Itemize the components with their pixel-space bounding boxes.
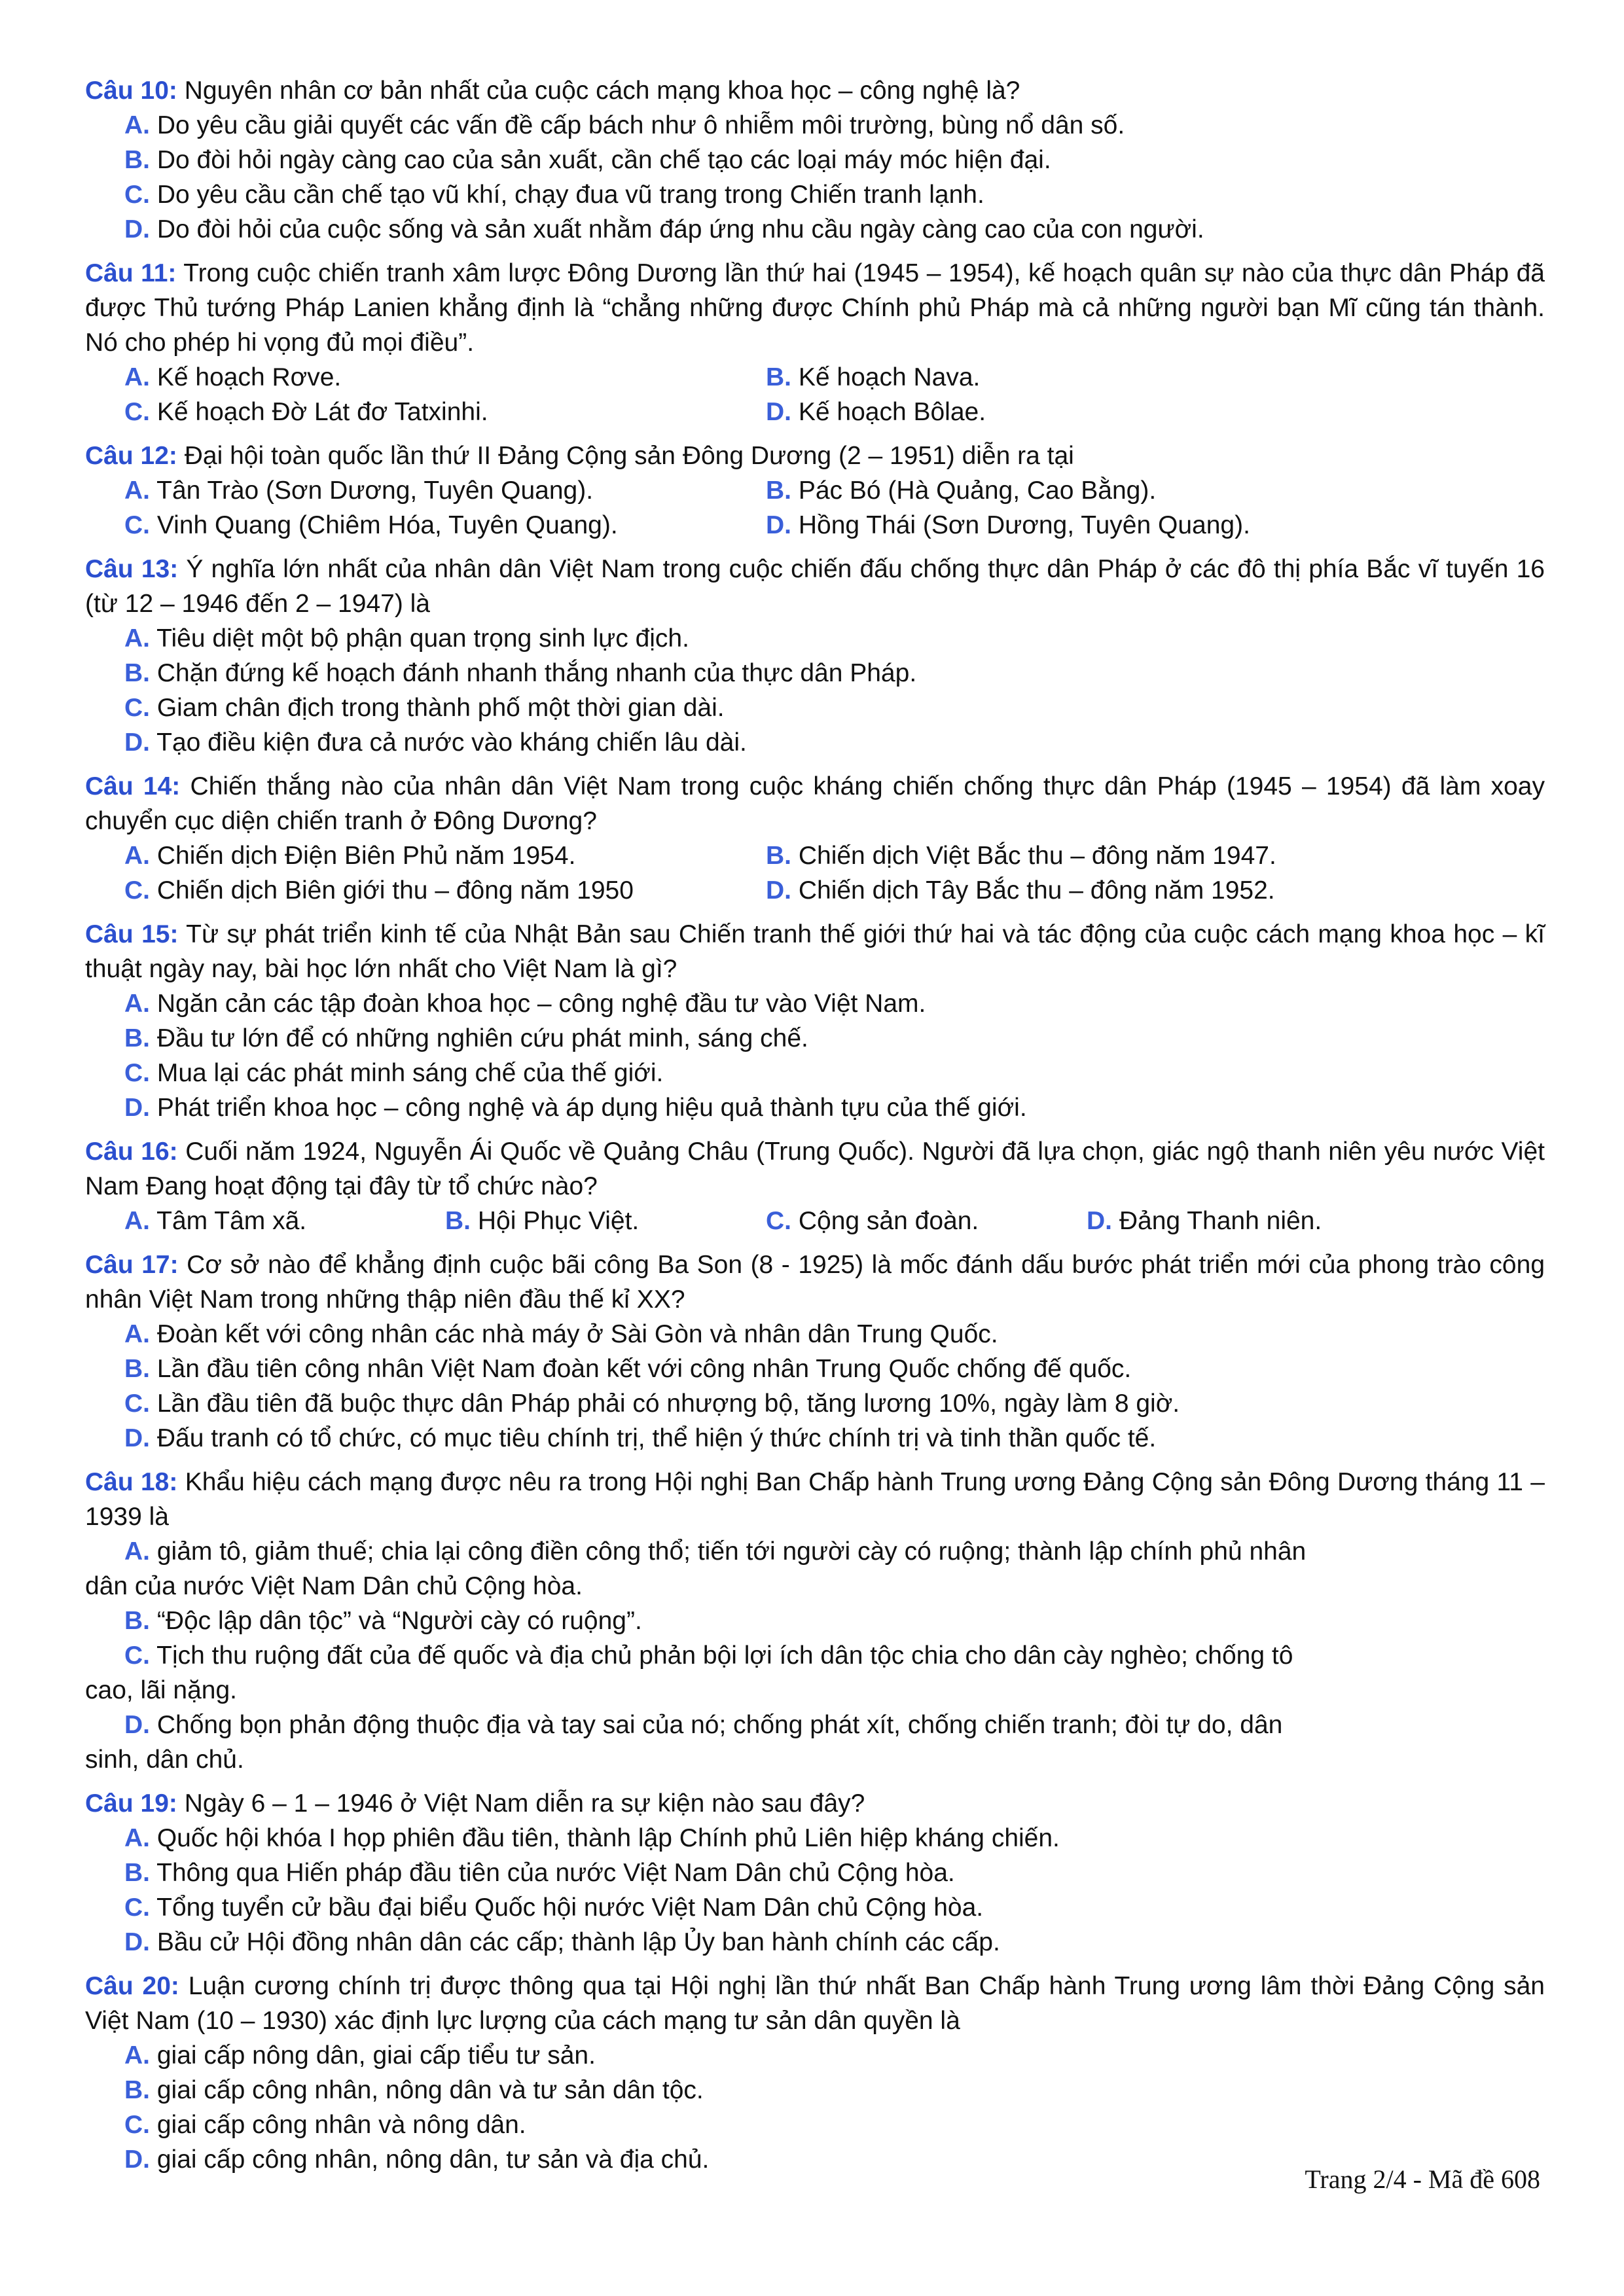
answer-option [85, 2038, 1545, 2073]
option-text: Giam chân địch trong thành phố một thời gian dài. [156, 694, 725, 722]
answer-option [85, 1534, 1545, 1569]
option-text: Chống bọn phản động thuộc địa và tay sai của nó; chống phát xít, chống chiến tranh; đòi tự do, dân [156, 1711, 1283, 1739]
option-letter: D. [766, 398, 791, 426]
option-letter: D. [124, 728, 150, 757]
option-row [85, 360, 1545, 395]
answer-option [85, 108, 1545, 143]
answer-option [766, 395, 1486, 429]
option-letter: D. [124, 1094, 150, 1122]
answer-option [766, 360, 1486, 395]
option-letter: B. [124, 1607, 150, 1635]
option-letter: A. [124, 990, 150, 1018]
question-block [85, 256, 1545, 429]
option-letter: A. [124, 1537, 150, 1566]
option-letter: B. [124, 1024, 150, 1052]
question-stem [85, 1465, 1545, 1534]
option-letter: A. [124, 476, 150, 505]
option-letter: C. [124, 181, 150, 209]
answer-option [766, 1204, 1087, 1238]
question-text: Nguyên nhân cơ bản nhất của cuộc cách mạng khoa học – công nghệ là? [184, 77, 1020, 105]
option-text: Tạo điều kiện đưa cả nước vào kháng chiến lâu dài. [156, 728, 747, 757]
question-block [85, 552, 1545, 760]
answer-option [85, 1421, 1545, 1456]
question-text: Đại hội toàn quốc lần thứ II Đảng Cộng sản Đông Dương (2 – 1951) diễn ra tại [184, 442, 1074, 470]
option-text: Pác Bó (Hà Quảng, Cao Bằng). [798, 476, 1157, 505]
option-letter: D. [766, 511, 791, 539]
answer-option [1087, 1204, 1453, 1238]
option-letter: A. [124, 363, 150, 391]
question-stem [85, 1247, 1545, 1317]
option-row [85, 873, 1545, 908]
option-letter: D. [766, 876, 791, 905]
option-letter: D. [124, 1424, 150, 1452]
option-text: Kế hoạch Đờ Lát đơ Tatxinhi. [156, 398, 488, 426]
question-block [85, 1465, 1545, 1777]
question-text: Ý nghĩa lớn nhất của nhân dân Việt Nam trong cuộc chiến đấu chống thực dân Pháp ở các đô thị phía Bắc vĩ tuyến 16 (từ 12 – 1946 đến 2 – 1947) là [85, 555, 1545, 618]
question-text: Luận cương chính trị được thông qua tại Hội nghị lần thứ nhất Ban Chấp hành Trung ương lâm thời Đảng Cộng sản Việt Nam (10 – 1930) xác định lực lượng của cách mạng tư sản dân quyền là [85, 1972, 1545, 2035]
option-letter: A. [124, 111, 150, 139]
question-number: Câu 15: [85, 920, 179, 948]
option-letter: B. [766, 363, 791, 391]
question-text: Khẩu hiệu cách mạng được nêu ra trong Hội nghị Ban Chấp hành Trung ương Đảng Cộng sản Đông Dương tháng 11 – 1939 là [85, 1468, 1545, 1531]
option-letter: A. [124, 1320, 150, 1348]
answer-option [85, 725, 1545, 760]
question-number: Câu 10: [85, 77, 177, 105]
answer-option [766, 873, 1486, 908]
option-letter: B. [124, 1355, 150, 1383]
option-text: Mua lại các phát minh sáng chế của thế giới. [156, 1059, 664, 1087]
question-number: Câu 20: [85, 1972, 179, 2000]
question-number: Câu 17: [85, 1251, 179, 1279]
answer-option [85, 1925, 1545, 1960]
answer-option [85, 212, 1545, 247]
option-text: Đấu tranh có tổ chức, có mục tiêu chính trị, thể hiện ý thức chính trị và tinh thần quốc tế. [156, 1424, 1157, 1452]
answer-option [85, 1604, 1545, 1638]
answer-option [85, 1386, 1545, 1421]
question-text: Chiến thắng nào của nhân dân Việt Nam trong cuộc kháng chiến chống thực dân Pháp (1945 – 1954) đã làm xoay chuyển cục diện chiến tranh ở Đông Dương? [85, 772, 1545, 835]
question-text: Ngày 6 – 1 – 1946 ở Việt Nam diễn ra sự kiện nào sau đây? [184, 1789, 865, 1818]
option-text: Tổng tuyển cử bầu đại biểu Quốc hội nước Việt Nam Dân chủ Cộng hòa. [156, 1893, 984, 1922]
option-text: Do đòi hỏi ngày càng cao của sản xuất, cần chế tạo các loại máy móc hiện đại. [156, 146, 1051, 174]
question-block [85, 1134, 1545, 1238]
option-text: Vinh Quang (Chiêm Hóa, Tuyên Quang). [156, 511, 618, 539]
option-letter: C. [124, 1390, 150, 1418]
answer-option [85, 1352, 1545, 1386]
option-letter: A. [124, 842, 150, 870]
option-letter: A. [124, 1824, 150, 1852]
answer-option [85, 1317, 1545, 1352]
option-letter: A. [124, 1207, 150, 1235]
option-text: Do yêu cầu cần chế tạo vũ khí, chạy đua vũ trang trong Chiến tranh lạnh. [156, 181, 984, 209]
answer-option [766, 473, 1486, 508]
option-letter: B. [124, 146, 150, 174]
option-letter: C. [124, 2111, 150, 2139]
option-text: Do yêu cầu giải quyết các vấn đề cấp bách như ô nhiễm môi trường, bùng nổ dân số. [156, 111, 1125, 139]
option-text: Quốc hội khóa I họp phiên đầu tiên, thành lập Chính phủ Liên hiệp kháng chiến. [156, 1824, 1060, 1852]
option-letter: B. [124, 1859, 150, 1887]
option-letter: C. [124, 1059, 150, 1087]
option-text-continued: cao, lãi nặng. [85, 1676, 238, 1704]
option-text: giai cấp công nhân, nông dân và tư sản dân tộc. [156, 2076, 704, 2104]
question-stem [85, 1134, 1545, 1204]
option-text: Ngăn cản các tập đoàn khoa học – công nghệ đầu tư vào Việt Nam. [156, 990, 926, 1018]
option-row [85, 1204, 1545, 1238]
question-stem [85, 769, 1545, 838]
answer-option [85, 621, 1545, 656]
option-text: Lần đầu tiên đã buộc thực dân Pháp phải có nhượng bộ, tăng lương 10%, ngày làm 8 giờ. [156, 1390, 1180, 1418]
option-text: Chiến dịch Biên giới thu – đông năm 1950 [156, 876, 634, 905]
answer-option [85, 2108, 1545, 2142]
option-letter: A. [124, 2041, 150, 2070]
option-text: Kế hoạch Nava. [798, 363, 981, 391]
option-text: Lần đầu tiên công nhân Việt Nam đoàn kết với công nhân Trung Quốc chống đế quốc. [156, 1355, 1132, 1383]
option-text: Chiến dịch Việt Bắc thu – đông năm 1947. [798, 842, 1276, 870]
option-text: Đoàn kết với công nhân các nhà máy ở Sài Gòn và nhân dân Trung Quốc. [156, 1320, 998, 1348]
question-stem [85, 1969, 1545, 2038]
option-text: Tân Trào (Sơn Dương, Tuyên Quang). [156, 476, 594, 505]
question-stem [85, 552, 1545, 621]
option-text: giai cấp công nhân, nông dân, tư sản và địa chủ. [156, 2145, 710, 2174]
answer-option [85, 656, 1545, 691]
answer-option [766, 508, 1486, 543]
option-row [85, 838, 1545, 873]
option-letter: D. [124, 1711, 150, 1739]
question-block [85, 917, 1545, 1125]
option-text: Thông qua Hiến pháp đầu tiên của nước Việt Nam Dân chủ Cộng hòa. [156, 1859, 955, 1887]
answer-option [85, 143, 1545, 177]
answer-option [85, 2073, 1545, 2108]
answer-option [766, 838, 1486, 873]
answer-option [85, 1638, 1545, 1673]
answer-option [85, 691, 1545, 725]
option-text: Tiêu diệt một bộ phận quan trọng sinh lực địch. [156, 624, 689, 653]
option-text: Chặn đứng kế hoạch đánh nhanh thắng nhanh của thực dân Pháp. [156, 659, 917, 687]
option-letter: C. [124, 1893, 150, 1922]
option-text: Đảng Thanh niên. [1119, 1207, 1322, 1235]
option-letter: C. [124, 876, 150, 905]
option-row [85, 508, 1545, 543]
option-text: Đầu tư lớn để có những nghiên cứu phát minh, sáng chế. [156, 1024, 808, 1052]
option-text: Phát triển khoa học – công nghệ và áp dụng hiệu quả thành tựu của thế giới. [156, 1094, 1027, 1122]
option-letter: C. [124, 398, 150, 426]
option-letter: B. [445, 1207, 471, 1235]
option-letter: C. [124, 694, 150, 722]
answer-option [124, 508, 766, 543]
option-text: Hội Phục Việt. [477, 1207, 640, 1235]
question-number: Câu 14: [85, 772, 181, 800]
option-text: Bầu cử Hội đồng nhân dân các cấp; thành lập Ủy ban hành chính các cấp. [156, 1928, 1000, 1956]
question-number: Câu 11: [85, 259, 177, 287]
option-text: “Độc lập dân tộc” và “Người cày có ruộng”. [156, 1607, 642, 1635]
answer-option [85, 1021, 1545, 1056]
exam-page [85, 73, 1545, 2177]
answer-option [124, 473, 766, 508]
answer-option [445, 1204, 766, 1238]
question-stem [85, 256, 1545, 360]
option-text: giai cấp nông dân, giai cấp tiểu tư sản. [156, 2041, 596, 2070]
option-text: Cộng sản đoàn. [798, 1207, 979, 1235]
option-text: Tâm Tâm xã. [156, 1207, 307, 1235]
option-text-continued: sinh, dân chủ. [85, 1746, 244, 1774]
question-number: Câu 19: [85, 1789, 177, 1818]
option-row [85, 395, 1545, 429]
option-text: Tịch thu ruộng đất của đế quốc và địa chủ phản bội lợi ích dân tộc chia cho dân cày nghèo; chống tô [156, 1641, 1293, 1670]
option-letter: C. [124, 511, 150, 539]
answer-option [85, 1708, 1545, 1742]
option-letter: D. [124, 215, 150, 243]
question-block [85, 1969, 1545, 2177]
option-text: giai cấp công nhân và nông dân. [156, 2111, 526, 2139]
option-text: Chiến dịch Điện Biên Phủ năm 1954. [156, 842, 576, 870]
question-text: Cơ sở nào để khẳng định cuộc bãi công Ba Son (8 - 1925) là mốc đánh dấu bước phát triển mới của phong trào công nhân Việt Nam trong những thập niên đầu thế kỉ XX? [85, 1251, 1545, 1314]
page-footer: Trang 2/4 - Mã đề 608 [1305, 2164, 1540, 2194]
option-letter: D. [1087, 1207, 1112, 1235]
option-letter: B. [766, 476, 791, 505]
question-stem [85, 917, 1545, 986]
answer-option [85, 1090, 1545, 1125]
answer-option [85, 986, 1545, 1021]
option-letter: B. [124, 2076, 150, 2104]
question-number: Câu 12: [85, 442, 177, 470]
option-text: Chiến dịch Tây Bắc thu – đông năm 1952. [798, 876, 1275, 905]
answer-option [124, 838, 766, 873]
answer-option [85, 1856, 1545, 1890]
answer-option [124, 873, 766, 908]
question-text: Từ sự phát triển kinh tế của Nhật Bản sau Chiến tranh thế giới thứ hai và tác động của cuộc cách mạng khoa học – kĩ thuật ngày nay, bài học lớn nhất cho Việt Nam là gì? [85, 920, 1545, 983]
answer-option [85, 1056, 1545, 1090]
question-block [85, 1247, 1545, 1456]
option-letter: D. [124, 1928, 150, 1956]
answer-option [124, 1204, 445, 1238]
question-number: Câu 18: [85, 1468, 178, 1496]
option-text: Hồng Thái (Sơn Dương, Tuyên Quang). [798, 511, 1250, 539]
option-text-continued: dân của nước Việt Nam Dân chủ Cộng hòa. [85, 1572, 583, 1600]
question-block [85, 769, 1545, 908]
option-letter: D. [124, 2145, 150, 2174]
option-text: giảm tô, giảm thuế; chia lại công điền công thổ; tiến tới người cày có ruộng; thành lập chính phủ nhân [156, 1537, 1307, 1566]
option-text: Do đòi hỏi của cuộc sống và sản xuất nhằm đáp ứng nhu cầu ngày càng cao của con người. [156, 215, 1204, 243]
answer-option [124, 395, 766, 429]
option-letter: B. [124, 659, 150, 687]
answer-option [85, 177, 1545, 212]
question-stem [85, 73, 1545, 108]
question-block [85, 73, 1545, 247]
answer-option [85, 1821, 1545, 1856]
option-letter: C. [124, 1641, 150, 1670]
option-text: Kế hoạch Bôlae. [798, 398, 986, 426]
answer-option [124, 360, 766, 395]
question-block [85, 1786, 1545, 1960]
option-letter: A. [124, 624, 150, 653]
question-text: Trong cuộc chiến tranh xâm lược Đông Dương lần thứ hai (1945 – 1954), kế hoạch quân sự nào của thực dân Pháp đã được Thủ tướng Pháp Lanien khẳng định là “chẳng những được Chính phủ Pháp mà cả những người bạn Mĩ cũng tán thành. Nó cho phép hi vọng đủ mọi điều”. [85, 259, 1545, 357]
question-stem [85, 1786, 1545, 1821]
option-letter: C. [766, 1207, 791, 1235]
question-text: Cuối năm 1924, Nguyễn Ái Quốc về Quảng Châu (Trung Quốc). Người đã lựa chọn, giác ngộ thanh niên yêu nước Việt Nam Đang hoạt động tại đây từ tổ chức nào? [85, 1138, 1545, 1200]
option-letter: B. [766, 842, 791, 870]
option-text: Kế hoạch Rơve. [156, 363, 342, 391]
question-number: Câu 13: [85, 555, 179, 583]
question-number: Câu 16: [85, 1138, 178, 1166]
question-stem [85, 439, 1545, 473]
answer-option [85, 1890, 1545, 1925]
option-row [85, 473, 1545, 508]
question-block [85, 439, 1545, 543]
